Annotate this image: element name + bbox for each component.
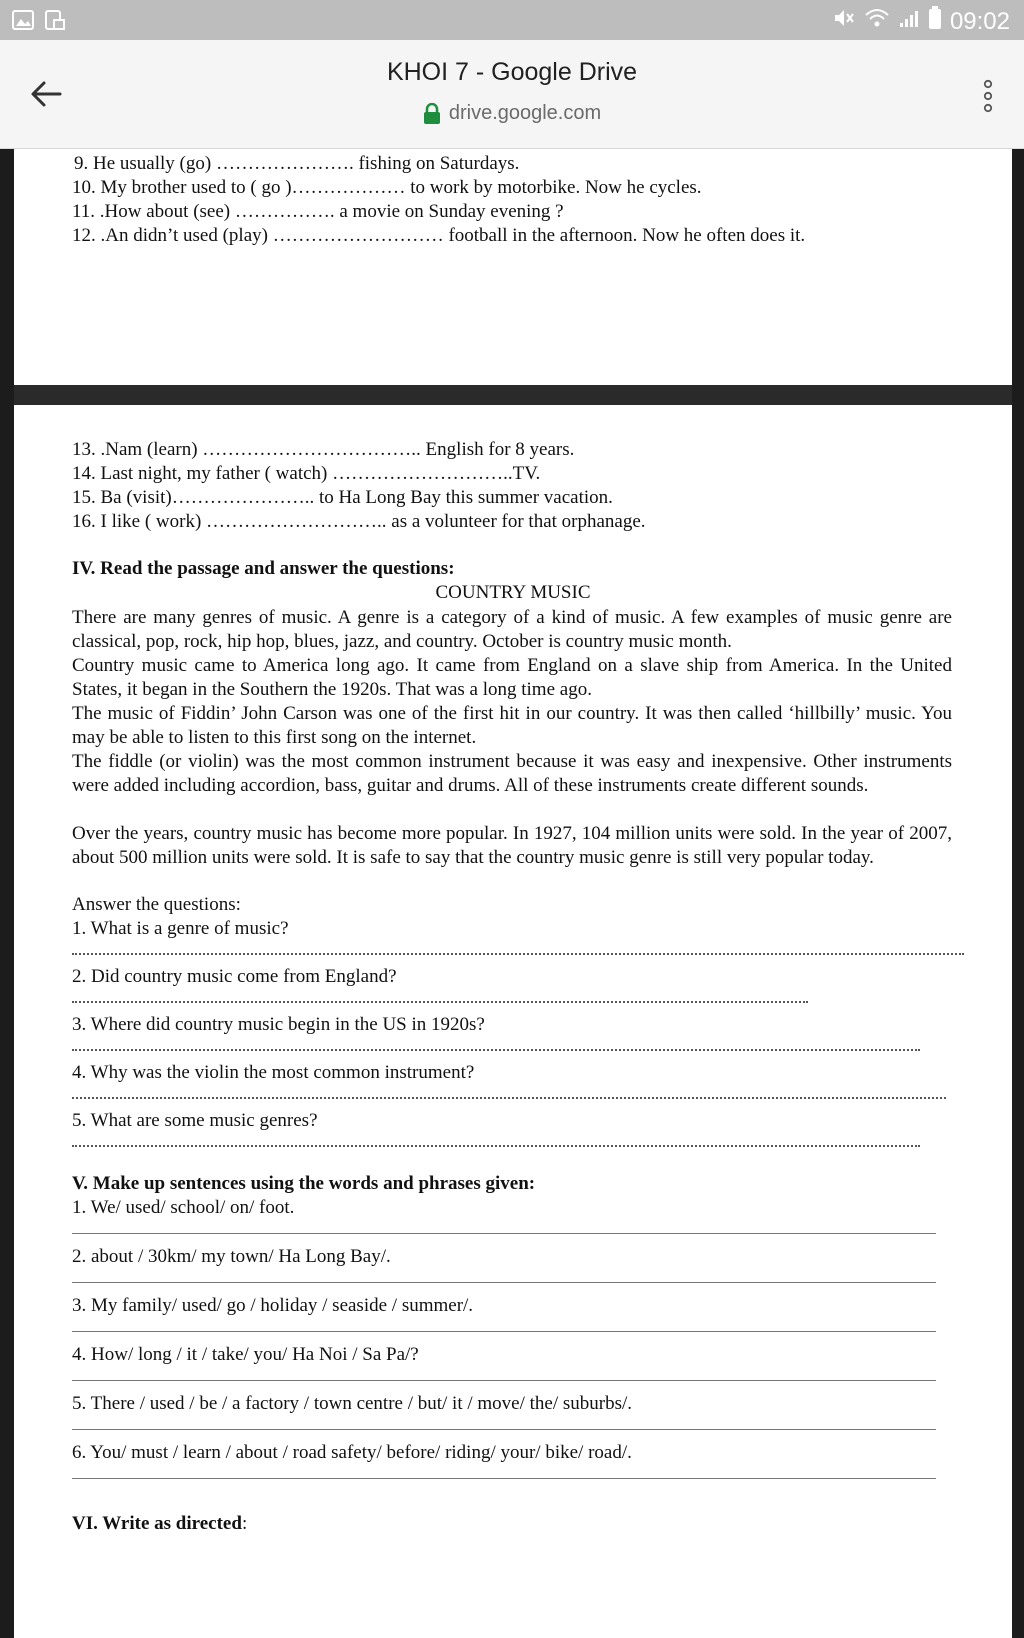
passage-paragraph: The fiddle (or violin) was the most common instrument because it was easy and inexpensive. Other instruments were added including accordion, bass, guitar and drums. All of these instruments create different sounds. [72, 751, 952, 796]
section-heading: V. Make up sentences using the words and phrases given: [72, 1173, 536, 1194]
answer-line [72, 1145, 920, 1147]
exercise-line: 15. Ba (visit)………………….. to Ha Long Bay this summer vacation. [72, 487, 613, 508]
wifi-icon [864, 7, 890, 36]
sentence-prompt: 6. You/ must / learn / about / road safety/ before/ riding/ your/ bike/ road/. [72, 1442, 632, 1463]
more-vertical-icon [982, 76, 994, 116]
answer-prompt: Answer the questions: [72, 894, 241, 915]
sentence-prompt: 5. There / used / be / a factory / town centre / but/ it / move/ the/ suburbs/. [72, 1393, 633, 1414]
answer-line [72, 1282, 936, 1283]
exercise-line: 14. Last night, my father ( watch) ………………………..TV. [72, 463, 541, 484]
answer-line [72, 953, 964, 955]
heading-colon: : [241, 1513, 248, 1534]
exercise-line: 16. I like ( work) ……………………….. as a volunteer for that orphanage. [72, 511, 646, 532]
document-page-2 [14, 405, 1012, 1638]
exercise-line: 13. .Nam (learn) …………………………….. English for 8 years. [72, 439, 575, 460]
page-title: KHOI 7 - Google Drive [386, 58, 638, 86]
section-heading: VI. Write as directed [72, 1513, 242, 1534]
exercise-line: 12. .An didn’t used (play) ……………………… football in the afternoon. Now he often does it. [72, 225, 806, 246]
mute-icon [832, 6, 856, 37]
question: 3. Where did country music begin in the US in 1920s? [72, 1014, 485, 1035]
screenshot-icon [44, 9, 66, 36]
url-text: drive.google.com [448, 102, 602, 124]
answer-line [72, 1097, 946, 1099]
exercise-line: 10. My brother used to ( go )……………… to work by motorbike. Now he cycles. [72, 177, 702, 198]
answer-line [72, 1429, 936, 1430]
sentence-prompt: 2. about / 30km/ my town/ Ha Long Bay/. [72, 1246, 391, 1267]
answer-line [72, 1478, 936, 1479]
exercise-line: 11. .How about (see) ……………. a movie on Sunday evening ? [72, 201, 564, 222]
answer-line [72, 1380, 936, 1381]
status-time: 09:02 [949, 7, 1010, 35]
passage-paragraph: Over the years, country music has become more popular. In 1927, 104 million units were sold. In the year of 2007, about 500 million units were sold. It is safe to say that the country music genre is still very popular today. [72, 823, 952, 868]
passage-paragraph: Country music came to America long ago. It came from England on a slave ship from America. In the United States, it began in the Southern the 1920s. That was a long time ago. [72, 655, 952, 700]
lock-icon [423, 103, 441, 125]
answer-line [72, 1233, 936, 1234]
question: 1. What is a genre of music? [72, 918, 289, 939]
gallery-icon [12, 9, 34, 36]
question: 4. Why was the violin the most common instrument? [72, 1062, 475, 1083]
answer-line [72, 1001, 808, 1003]
sentence-prompt: 1. We/ used/ school/ on/ foot. [72, 1197, 295, 1218]
question: 2. Did country music come from England? [72, 966, 397, 987]
exercise-line: 9. He usually (go) …………………. fishing on Saturdays. [74, 153, 520, 174]
sentence-prompt: 3. My family/ used/ go / holiday / seaside / summer/. [72, 1295, 474, 1316]
question: 5. What are some music genres? [72, 1110, 318, 1131]
answer-line [72, 1049, 920, 1051]
passage-paragraph: The music of Fiddin’ John Carson was one of the first hit in our country. It was then called ‘hillbilly’ music. You may be able to listen to this first song on the internet. [72, 703, 952, 748]
section-heading-vi [72, 1513, 247, 1535]
url-bar[interactable] [0, 102, 1024, 125]
more-options-button[interactable] [982, 76, 994, 116]
answer-line [72, 1331, 936, 1332]
sentence-prompt: 4. How/ long / it / take/ you/ Ha Noi / Sa Pa/? [72, 1344, 419, 1365]
app-bar [0, 40, 1024, 149]
status-bar [0, 0, 1024, 40]
section-heading: IV. Read the passage and answer the questions: [72, 558, 455, 579]
battery-icon [928, 6, 942, 37]
signal-icon [898, 7, 920, 36]
document-viewer[interactable] [0, 149, 1024, 1638]
page-separator [14, 385, 1012, 405]
passage-paragraph: There are many genres of music. A genre is a category of a kind of music. A few examples of music genre are classical, pop, rock, hip hop, blues, jazz, and country. October is country music month. [72, 607, 952, 652]
document-page-1 [14, 149, 1012, 385]
passage-title: COUNTRY MUSIC [435, 582, 591, 603]
